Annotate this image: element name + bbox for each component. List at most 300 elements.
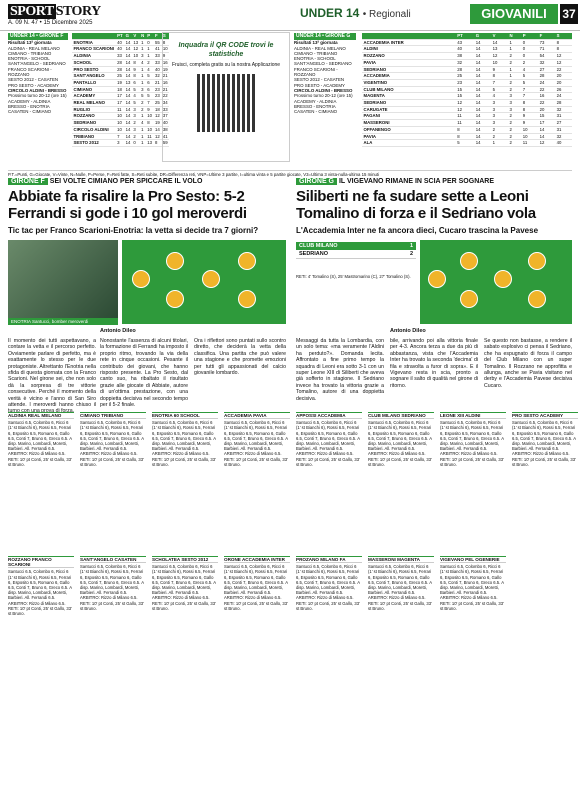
- stat-cell: 12: [155, 133, 160, 139]
- stat-cell: 41: [162, 133, 168, 139]
- stat-cell: 12: [491, 53, 508, 60]
- stat-cell: 40: [555, 140, 572, 147]
- stat-cell: 2: [508, 53, 521, 60]
- stat-cell: 14: [125, 100, 131, 106]
- stat-cell: 2: [508, 113, 521, 120]
- stat-cell: 40: [456, 46, 474, 53]
- qr-code-box: [162, 32, 290, 162]
- stat-cell: 4: [146, 66, 154, 73]
- standings-row: [72, 79, 169, 86]
- stat-cell: 3: [491, 120, 508, 127]
- stat-cell: 8: [456, 133, 474, 140]
- stat-cell: 19: [155, 120, 160, 126]
- stat-cell: 15: [456, 86, 474, 93]
- stat-cell: 4: [132, 93, 140, 100]
- stat-cell: 3: [508, 106, 521, 113]
- stat-cell: 14: [474, 53, 491, 60]
- stat-cell: 5: [132, 100, 140, 107]
- stat-cell: 3: [132, 106, 140, 113]
- stat-cell: 22: [538, 100, 555, 107]
- match-report-text: Santucci 6.5, Colombo 6, Ricci 6 (1' st Bianchi 6), Rossi 6.5, Ferrari 6, Esposito 6.5, Romano 6, Gallo 6.5, Conti 7, Bruno 6, Greco 6.5. A disp. Marino, Lombardi, Moretti, Barbieri. All. Ferrandi 6.5. ARBITRO: Rizzo di Milano 6.5. RETI: 10' pt Conti, 25' st Gallo, 33' st Bruno.: [80, 420, 144, 467]
- result-line: CIMIANO - TRIBIANO: [8, 50, 52, 56]
- stat-cell: 3: [508, 100, 521, 107]
- match-report-text: Santucci 6.5, Colombo 6, Ricci 6 (1' st Bianchi 6), Rossi 6.5, Ferrari 6, Esposito 6.5, Romano 6, Gallo 6.5, Conti 7, Bruno 6, Greco 6.5. A disp. Marino, Lombardi, Moretti, Barbieri. All. Ferrandi 6.5. ARBITRO: Rizzo di Milano 6.5. RETI: 10' pt Conti, 25' st Gallo, 33' st Bruno.: [440, 420, 504, 467]
- result-line: BRESSO - ENOTRIA: [294, 103, 336, 109]
- match-report-title: ROZZANO FRANCO SCARIONI: [8, 556, 74, 568]
- team-name: MAGENTA: [362, 93, 456, 100]
- stat-cell: 1: [140, 39, 146, 46]
- match-report: [152, 556, 218, 796]
- stat-cell: 8: [456, 126, 474, 133]
- stat-cell: 59: [162, 140, 168, 146]
- result-line: CIMIANO - TRIBIANO: [294, 50, 338, 56]
- stat-cell: 34: [162, 100, 168, 106]
- team-name: TRIBIANO: [72, 133, 116, 140]
- stat-cell: 10: [521, 126, 538, 133]
- stat-cell: 13: [147, 140, 153, 146]
- team-name: ACCADEMIA INTER: [362, 39, 456, 46]
- stat-cell: 22: [162, 93, 168, 99]
- stat-cell: 21: [162, 86, 168, 92]
- team-name: REAL MELANO: [72, 100, 116, 107]
- match-report-text: Santucci 6.5, Colombo 6, Ricci 6 (1' st Bianchi 6), Rossi 6.5, Ferrari 6, Esposito 6.5, Romano 6, Gallo 6.5, Conti 7, Bruno 6, Greco 6.5. A disp. Marino, Lombardi, Moretti, Barbieri. All. Ferrandi 6.5. ARBITRO: Rizzo di Milano 6.5. RETI: 10' pt Conti, 25' st Gallo, 33' st Bruno.: [8, 569, 72, 617]
- stat-cell: 4: [521, 66, 538, 73]
- stat-cell: 5: [132, 86, 140, 93]
- standings-header-cell: P: [146, 33, 154, 39]
- stat-cell: 0: [521, 46, 538, 53]
- match-report: [224, 556, 290, 796]
- stat-cell: 12: [456, 100, 474, 107]
- stat-cell: 18: [155, 106, 160, 112]
- stat-cell: 14: [474, 86, 491, 93]
- stat-cell: 1: [140, 140, 146, 147]
- stat-cell: 1: [508, 66, 521, 73]
- team-name: ALA: [362, 140, 456, 147]
- stat-cell: 1: [146, 46, 154, 53]
- stat-cell: 10: [147, 113, 153, 119]
- standings-header-cell: G: [474, 33, 491, 39]
- match-report-text: Santucci 6.5, Colombo 6, Ricci 6 (1' st Bianchi 6), Rossi 6.5, Ferrari 6, Esposito 6.5, Romano 6, Gallo 6.5, Conti 7, Bruno 6, Greco 6.5. A disp. Marino, Lombardi, Moretti, Barbieri. All. Ferrandi 6.5. ARBITRO: Rizzo di Milano 6.5. RETI: 10' pt Conti, 25' st Gallo, 33' st Bruno.: [296, 420, 360, 467]
- stat-cell: 2: [140, 100, 146, 107]
- stat-cell: 5: [521, 79, 538, 86]
- results-list: [8, 40, 68, 114]
- match-report-title: ACCADEMIA PAVIA: [224, 412, 290, 419]
- team-name: ALDINIA: [72, 53, 116, 60]
- stat-cell: 14: [125, 39, 131, 45]
- stat-cell: 3: [140, 53, 146, 60]
- team-name: ACCADEMIA: [362, 73, 456, 80]
- stat-cell: 5: [146, 73, 154, 80]
- stat-cell: 13: [125, 79, 131, 85]
- standings-row: [72, 46, 169, 53]
- stat-cell: 2: [508, 79, 521, 86]
- standings-header-cell: F: [154, 33, 162, 39]
- match-report-title: CLUB MILANO SEDRIANO: [368, 412, 434, 419]
- team-name: PANTALLO: [72, 79, 116, 86]
- stat-cell: 0: [132, 140, 140, 147]
- player-icon: [460, 252, 478, 270]
- player-icon: [238, 252, 256, 270]
- team-name: ENOTRIA: [72, 39, 116, 46]
- stat-cell: 8: [132, 73, 140, 80]
- stat-cell: 13: [491, 46, 508, 53]
- stat-cell: 31: [555, 113, 572, 120]
- stat-cell: 27: [555, 120, 572, 127]
- girone-g-author: Antonio Dileo: [390, 328, 426, 334]
- standings-row: [72, 106, 169, 113]
- stat-cell: 14: [474, 39, 491, 46]
- stat-cell: 20: [555, 73, 572, 80]
- girone-f-headline: Abbiate fa risalire la Pro Sesto: 5-2 Ferrandi si gode i 10 gol meroverdi: [8, 188, 247, 222]
- stat-cell: 6: [132, 79, 140, 86]
- stat-cell: 14: [538, 126, 555, 133]
- stat-cell: 12: [555, 53, 572, 60]
- team-name: PAVIA: [362, 59, 456, 66]
- page-header: [0, 0, 580, 31]
- stat-cell: 33: [155, 59, 160, 65]
- stat-cell: 23: [155, 86, 160, 92]
- stat-cell: 14: [491, 39, 508, 46]
- stat-cell: 28: [538, 73, 555, 80]
- stat-cell: 7: [521, 93, 538, 100]
- player-icon: [166, 290, 184, 308]
- result-line: ALDINIA - REAL MELANO: [294, 45, 346, 51]
- stat-cell: 23: [456, 79, 474, 86]
- standings-header-cell: PT: [117, 33, 123, 38]
- standings-header-cell: S: [555, 33, 572, 39]
- stat-cell: 3: [491, 113, 508, 120]
- stat-cell: 14: [474, 100, 491, 107]
- stat-cell: 7: [116, 133, 125, 140]
- standings-row: [362, 79, 572, 86]
- stat-cell: 40: [116, 39, 125, 46]
- result-line: PRO SESTO - ACADEMY: [8, 82, 59, 88]
- stat-cell: 32: [155, 73, 160, 79]
- match-report-title: CIMIANO TRIBIANO: [80, 412, 146, 419]
- results-list-right: [294, 40, 356, 114]
- stat-cell: 14: [155, 126, 160, 132]
- stat-cell: 14: [474, 140, 491, 147]
- stat-cell: 14: [538, 133, 555, 140]
- stat-cell: 10: [521, 133, 538, 140]
- result-line: ALDINIA - REAL MELANO: [8, 45, 60, 51]
- stat-cell: 1: [140, 113, 146, 120]
- stat-cell: 32: [538, 59, 555, 66]
- stat-cell: 7: [146, 100, 154, 107]
- match-report-title: APPOSSI ACCADEMIA: [296, 412, 362, 419]
- stat-cell: 11: [456, 120, 474, 127]
- stat-cell: 2: [508, 126, 521, 133]
- stat-cell: 14: [125, 113, 131, 119]
- match-report-text: Santucci 6.5, Colombo 6, Ricci 6 (1' st Bianchi 6), Rossi 6.5, Ferrari 6, Esposito 6.5, Romano 6, Gallo 6.5, Conti 7, Bruno 6, Greco 6.5. A disp. Marino, Lombardi, Moretti, Barbieri. All. Ferrandi 6.5. ARBITRO: Rizzo di Milano 6.5. RETI: 10' pt Conti, 25' st Gallo, 33' st Bruno.: [8, 420, 72, 467]
- match-report: [8, 412, 74, 550]
- girone-f-photo: [8, 240, 118, 318]
- stat-cell: 38: [456, 53, 474, 60]
- stat-cell: 17: [116, 93, 125, 100]
- match-report-text: Santucci 6.5, Colombo 6, Ricci 6 (1' st Bianchi 6), Rossi 6.5, Ferrari 6, Esposito 6.5, Romano 6, Gallo 6.5, Conti 7, Bruno 6, Greco 6.5. A disp. Marino, Lombardi, Moretti, Barbieri. All. Ferrandi 6.5. ARBITRO: Rizzo di Milano 6.5. RETI: 10' pt Conti, 25' st Gallo, 33' st Bruno.: [296, 564, 360, 611]
- page-number: 37: [560, 4, 578, 24]
- stat-cell: 3: [132, 126, 140, 133]
- stat-cell: 3: [508, 93, 521, 100]
- standings-header-cell: N: [141, 33, 145, 38]
- team-name: CARUGATE: [362, 106, 456, 113]
- stat-cell: 17: [538, 120, 555, 127]
- stat-cell: 38: [162, 126, 168, 132]
- team-name: RUGLIO: [72, 106, 116, 113]
- stat-cell: 18: [116, 86, 125, 93]
- stat-cell: 14: [125, 73, 131, 79]
- stat-cell: 10: [491, 59, 508, 66]
- stat-cell: 0: [521, 39, 538, 46]
- match-report-text: Santucci 6.5, Colombo 6, Ricci 6 (1' st Bianchi 6), Rossi 6.5, Ferrari 6, Esposito 6.5, Romano 6, Gallo 6.5, Conti 7, Bruno 6, Greco 6.5. A disp. Marino, Lombardi, Moretti, Barbieri. All. Ferrandi 6.5. ARBITRO: Rizzo di Milano 6.5. RETI: 10' pt Conti, 25' st Gallo, 33' st Bruno.: [368, 564, 432, 611]
- match-report: [80, 412, 146, 550]
- stat-cell: 27: [538, 66, 555, 73]
- standings-row: [72, 100, 169, 107]
- stat-cell: 14: [125, 53, 131, 59]
- stat-cell: 8: [521, 100, 538, 107]
- stat-cell: 10: [133, 53, 139, 59]
- stat-cell: 33: [155, 53, 160, 59]
- team-name: VIGENTINO: [362, 79, 456, 86]
- standings-row: [72, 73, 169, 80]
- stat-cell: 9: [491, 66, 508, 73]
- stat-cell: 2: [508, 120, 521, 127]
- team-name: CIRCOLO ALDINI: [72, 126, 116, 133]
- girone-f-kicker: GIRONE F SEI VOLTE CIMIANO PER SPICCARE IL VOLO: [8, 178, 202, 185]
- player-icon: [528, 290, 546, 308]
- stat-cell: 41: [155, 46, 160, 52]
- stat-cell: 5: [521, 73, 538, 80]
- standings-row: [72, 126, 169, 133]
- match-report: [512, 412, 578, 550]
- results-column-left: [8, 33, 68, 114]
- stat-cell: 1: [508, 39, 521, 46]
- standings-header-cell: G: [124, 33, 132, 39]
- stat-cell: 24: [538, 79, 555, 86]
- stat-cell: 20: [538, 106, 555, 113]
- result-line: CASATEN - CIMIANO: [294, 109, 338, 115]
- girone-f-lineup-graphic: [122, 240, 286, 324]
- girone-f-caption: ENOTRIA Santucci, bomber meroverdi: [8, 318, 118, 325]
- stat-cell: 2: [146, 59, 154, 66]
- result-line: Prossimo turno 20-12 (ore 15): [294, 93, 353, 99]
- stat-cell: 28: [116, 59, 125, 66]
- stat-cell: 25: [116, 73, 125, 80]
- stat-cell: 0: [521, 53, 538, 60]
- stat-cell: 28: [555, 100, 572, 107]
- team-name: SEDRIANO: [72, 120, 116, 127]
- stat-cell: 16: [162, 59, 168, 65]
- team-name: SESTO 2012: [72, 140, 116, 147]
- match-report-title: LEONE XIII ALDINI: [440, 412, 506, 419]
- standings-row: [72, 39, 169, 46]
- section-title: UNDER 14 • Regionali: [300, 6, 411, 20]
- player-icon: [238, 290, 256, 308]
- team-name: SCHOOL: [72, 59, 116, 66]
- stat-cell: 0: [146, 39, 154, 46]
- qr-subtitle: Fruisci, completa gratis su la nostra Applicazione: [171, 62, 281, 68]
- stat-cell: 15: [538, 113, 555, 120]
- stat-cell: 21: [162, 73, 168, 79]
- stat-cell: 1: [140, 133, 146, 140]
- stat-cell: 1: [508, 46, 521, 53]
- standings-row: [362, 59, 572, 66]
- stat-cell: 8: [555, 39, 572, 46]
- player-icon: [166, 252, 184, 270]
- match-report: [296, 412, 362, 550]
- match-report-title: SANT'ANGELO CASATEN: [80, 556, 146, 563]
- stat-cell: 31: [555, 126, 572, 133]
- issue-date: A. 09 N. 47 • 15 Dicembre 2025: [8, 20, 93, 26]
- team-name: PRO SESTO: [72, 66, 116, 73]
- stat-cell: 2: [508, 140, 521, 147]
- stat-cell: 8: [161, 39, 169, 46]
- stat-cell: 5: [491, 86, 508, 93]
- standings-row: [72, 133, 169, 140]
- standings-row: [72, 120, 169, 127]
- stat-cell: 10: [147, 126, 153, 132]
- team-name: ROZZANO: [72, 113, 116, 120]
- standings-row: [362, 106, 572, 113]
- stat-cell: 12: [538, 140, 555, 147]
- standings-row: [72, 53, 169, 60]
- match-report-title: SCHOLATEA SESTO 2012: [152, 556, 218, 563]
- match-report-text: Santucci 6.5, Colombo 6, Ricci 6 (1' st Bianchi 6), Rossi 6.5, Ferrari 6, Esposito 6.5, Romano 6, Gallo 6.5, Conti 7, Bruno 6, Greco 6.5. A disp. Marino, Lombardi, Moretti, Barbieri. All. Ferrandi 6.5. ARBITRO: Rizzo di Milano 6.5. RETI: 10' pt Conti, 25' st Gallo, 33' st Bruno.: [152, 420, 216, 467]
- stat-cell: 14: [125, 86, 131, 92]
- stat-cell: 1: [146, 53, 154, 60]
- stat-cell: 2: [508, 86, 521, 93]
- stat-cell: 32: [555, 106, 572, 113]
- stat-cell: 15: [456, 93, 474, 100]
- match-report-text: Santucci 6.5, Colombo 6, Ricci 6 (1' st Bianchi 6), Rossi 6.5, Ferrari 6, Esposito 6.5, Romano 6, Gallo 6.5, Conti 7, Bruno 6, Greco 6.5. A disp. Marino, Lombardi, Moretti, Barbieri. All. Ferrandi 6.5. ARBITRO: Rizzo di Milano 6.5. RETI: 10' pt Conti, 25' st Gallo, 33' st Bruno.: [224, 420, 288, 467]
- stat-cell: 1: [140, 73, 146, 80]
- standings-header-cell: S: [161, 33, 169, 39]
- player-icon: [528, 252, 546, 270]
- stat-cell: 16: [162, 79, 168, 85]
- result-line: Risultati 13ª giornata: [294, 40, 338, 46]
- player-icon: [132, 270, 150, 288]
- stat-cell: 11: [147, 133, 152, 139]
- match-report: [8, 556, 74, 796]
- standings-header-cell: V: [132, 33, 140, 39]
- stat-cell: 8: [555, 46, 572, 53]
- stat-cell: 7: [491, 79, 508, 86]
- standings-row: [72, 66, 169, 73]
- standings-row: [362, 66, 572, 73]
- stat-cell: 2: [140, 106, 146, 113]
- match-report-title: ALDINIA REAL MELANO: [8, 412, 74, 419]
- standings-header-cell: PT: [456, 33, 474, 39]
- stat-cell: 21: [155, 79, 160, 85]
- stat-cell: 28: [456, 66, 474, 73]
- team-name: SEDRIANO: [362, 100, 456, 107]
- stat-cell: 8: [146, 120, 154, 127]
- stat-cell: 3: [140, 86, 146, 93]
- stat-cell: 9: [521, 113, 538, 120]
- standings-row: [362, 100, 572, 107]
- standings-row: [72, 113, 169, 120]
- match-report: [440, 412, 506, 550]
- girone-g-text-col2: bile, arrivando poi alla vittoria finale per 4-3. Ancora terza a due da più di abbastanza, vista che l'Accademia Inter ha trovato la seconda 'decima' di fila e stravolta a furor di sopra». E il Vigevano resta in scia, pronto a sognare il salto di qualità nel girone di ritorno.: [390, 338, 478, 389]
- stat-cell: 8: [491, 73, 508, 80]
- result-line: SESTO 2012 - CASATEN: [8, 77, 59, 83]
- result-line: FRANCO SCARIONI - ROZZANO: [294, 66, 338, 78]
- stat-cell: 14: [125, 106, 131, 112]
- stat-cell: 5: [456, 140, 474, 147]
- stat-cell: 14: [474, 73, 491, 80]
- result-line: ACADEMY - ALDINIA: [8, 98, 51, 104]
- stat-cell: 2: [132, 120, 140, 127]
- stat-cell: 5: [146, 93, 154, 100]
- stat-cell: 40: [116, 46, 125, 53]
- qr-title: Inquadra il QR CODE trovi le statistiche: [178, 42, 274, 58]
- match-report-text: Santucci 6.5, Colombo 6, Ricci 6 (1' st Bianchi 6), Rossi 6.5, Ferrari 6, Esposito 6.5, Romano 6, Gallo 6.5, Conti 7, Bruno 6, Greco 6.5. A disp. Marino, Lombardi, Moretti, Barbieri. All. Ferrandi 6.5. ARBITRO: Rizzo di Milano 6.5. RETI: 10' pt Conti, 25' st Gallo, 33' st Bruno.: [440, 564, 504, 611]
- match-report-title: ENOTRIA 60 SCHOOL: [152, 412, 218, 419]
- standings-header-cell: V: [491, 33, 508, 39]
- match-report: [224, 412, 290, 550]
- stat-cell: 40: [155, 66, 160, 72]
- girone-f-text-col1: Il momento dei tutti aspettavano, a contare la vetta e il percorso perfetto. Ovviamente parlare di perfetto, ma è esattamente lo stesso per le due protagoniste. Altrettanto l'Enotria nella sfida di questa giornata con la Franco Scarioni. Nel girone sei, che non solo dà la sorpresa di tre vittorie consecutive. Perché il momento della verità è vicino e l'anno di San Siro attende. I meroverdi hanno chiuso il turno con una prova di forza.: [8, 338, 96, 415]
- match-report: [296, 556, 362, 796]
- stat-cell: 22: [538, 86, 555, 93]
- result-line: CIRCOLO ALDINI - BRESSO: [8, 87, 67, 93]
- result-line: FRANCO SCARIONI - ROZZANO: [8, 66, 52, 78]
- result-line: ACADEMY - ALDINIA: [294, 98, 337, 104]
- stat-cell: 2: [491, 133, 508, 140]
- stat-cell: 14: [125, 133, 131, 139]
- player-icon: [494, 270, 512, 288]
- girone-f-text-col3: Ora i riflettori sono puntati sullo scontro diretto, che deciderà la vetta della classifica. Una partita che può valere una stagione e che promette emozioni per tutti gli appassionati del calcio giovanile lombardo.: [194, 338, 286, 377]
- stat-cell: 14: [474, 133, 491, 140]
- standings-legend: P.T.=Punti, G=Giocate, V=Vinte, N=Nulle, P=Perse, F=Reti fatte, S=Reti subite, DR=Differenza reti, VNP=Ultime 3 partite, I=ultima vinta e 5 partite giocate, V3=Ultima 3 vinta-nulla-ultima 15 minuti: [8, 170, 572, 177]
- stat-cell: 37: [162, 113, 168, 119]
- stat-cell: 40: [162, 120, 168, 126]
- result-line: Prossimo turno 20-12 (ore 15): [8, 93, 67, 99]
- stat-cell: 24: [555, 93, 572, 100]
- qr-code-icon[interactable]: [197, 74, 255, 132]
- team-name: ALDINI: [362, 46, 456, 53]
- stat-cell: 19: [116, 79, 125, 86]
- stat-cell: 20: [555, 79, 572, 86]
- stat-cell: 11: [521, 140, 538, 147]
- stat-cell: 11: [116, 106, 125, 113]
- stat-cell: 9: [146, 106, 154, 113]
- standings-table-left: [72, 33, 169, 147]
- stat-cell: 2: [508, 133, 521, 140]
- stat-cell: 3: [116, 140, 125, 147]
- match-report-text: Santucci 6.5, Colombo 6, Ricci 6 (1' st Bianchi 6), Rossi 6.5, Ferrari 6, Esposito 6.5, Romano 6, Gallo 6.5, Conti 7, Bruno 6, Greco 6.5. A disp. Marino, Lombardi, Moretti, Barbieri. All. Ferrandi 6.5. ARBITRO: Rizzo di Milano 6.5. RETI: 10' pt Conti, 25' st Gallo, 33' st Bruno.: [80, 564, 144, 611]
- team-name: CIMIANO: [72, 86, 116, 93]
- stat-cell: 16: [538, 93, 555, 100]
- stat-cell: 10: [116, 120, 125, 127]
- stat-cell: 1: [508, 73, 521, 80]
- stat-cell: 43: [456, 39, 474, 46]
- stat-cell: 5: [140, 93, 146, 100]
- stat-cell: 28: [116, 66, 125, 73]
- match-report: [368, 556, 434, 796]
- stat-cell: 10: [162, 46, 168, 52]
- stat-cell: 3: [491, 100, 508, 107]
- result-line: PRO SESTO - ACADEMY: [294, 82, 345, 88]
- standings-header-cell: P: [521, 33, 538, 39]
- standings-header-cell: N: [508, 33, 521, 39]
- stat-cell: 4: [491, 93, 508, 100]
- girone-g-text-col3: Se questo non bastasse, a rendere il sabato esplosivo ci pensa il Sedriano, che ha espugnato di forza il campo del Club Milano con un super Tomalino. Il Rozzano ne approfitta e allunga, anche se Pavia visitano nel derby e l'Accademia Pavese decisiva Cucaro.: [484, 338, 572, 389]
- player-icon: [202, 270, 220, 288]
- stat-cell: 14: [125, 120, 131, 126]
- stat-cell: 14: [474, 120, 491, 127]
- section-tab: GIOVANILI: [470, 4, 558, 24]
